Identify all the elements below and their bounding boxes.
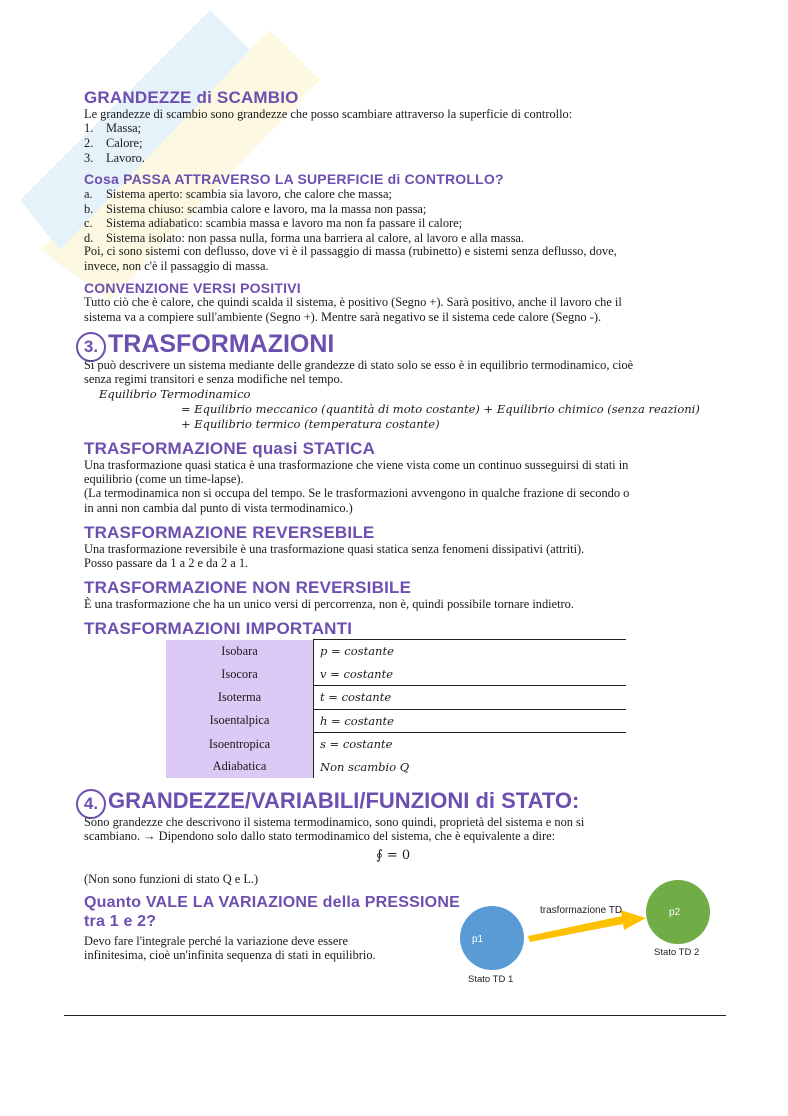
- paragraph: Tutto ciò che è calore, che quindi scalda il sistema, è positivo (Segno +). Sarà positivo, anche il lavoro che il: [84, 295, 622, 309]
- equation-line: + Equilibrio termico (temperatura costante): [181, 417, 440, 431]
- list-item: 1. Massa;: [84, 121, 142, 135]
- state-1-circle: [460, 906, 524, 970]
- table-row: [166, 756, 626, 779]
- heading-superficie-controllo: Cosa PASSA ATTRAVERSO LA SUPERFICIE di CONTROLLO?: [84, 171, 504, 187]
- arrow-label: trasformazione TD: [540, 905, 623, 916]
- paragraph: senza regimi transitori e senza modifiche nel tempo.: [84, 372, 343, 386]
- paragraph: invece, non c'è il passaggio di massa.: [84, 259, 269, 273]
- state-1-caption: Stato TD 1: [468, 974, 514, 985]
- equation-line: = Equilibrio meccanico (quantità di moto costante) + Equilibrio chimico (senza reazioni): [181, 402, 700, 416]
- list-item: 2. Calore;: [84, 136, 143, 150]
- table-cell-name: Adiabatica: [166, 756, 314, 779]
- section-number-3: 3.: [76, 332, 106, 362]
- table-cell-value: t = costante: [314, 686, 627, 710]
- paragraph: (Non sono funzioni di stato Q e L.): [84, 872, 259, 886]
- list-item: b. Sistema chiuso: scambia calore e lavoro, ma la massa non passa;: [84, 202, 427, 216]
- table-cell-value: Non scambio Q: [314, 756, 627, 779]
- heading-grandezze-stato: GRANDEZZE/VARIABILI/FUNZIONI di STATO:: [108, 788, 580, 813]
- table-cell-value: s = costante: [314, 733, 627, 756]
- table-cell-value: p = costante: [314, 640, 627, 663]
- list-item: d. Sistema isolato: non passa nulla, forma una barriera al calore, al lavoro e alla massa.: [84, 231, 525, 245]
- table-cell-value: h = costante: [314, 709, 627, 733]
- heading-convenzione: CONVENZIONE VERSI POSITIVI: [84, 280, 301, 296]
- paragraph: infinitesima, cioè un'infinita sequenza di stati in equilibrio.: [84, 948, 376, 962]
- paragraph: Posso passare da 1 a 2 e da 2 a 1.: [84, 556, 249, 570]
- table-cell-value: v = costante: [314, 663, 627, 686]
- state-2-caption: Stato TD 2: [654, 947, 700, 958]
- heading-variazione-pressione: Quanto VALE LA VARIAZIONE della PRESSIONE: [84, 894, 460, 911]
- paragraph: in anni non cambia dal punto di vista termodinamico.): [84, 501, 353, 515]
- table-cell-name: Isoentalpica: [166, 709, 314, 733]
- state-2-label: p2: [669, 907, 681, 918]
- table-cell-name: Isoentropica: [166, 733, 314, 756]
- paragraph: scambiano. → Dipendono solo dallo stato termodinamico del sistema, che è equivalente a dire:: [84, 829, 556, 843]
- paragraph: Poi, ci sono sistemi con deflusso, dove vi è il passaggio di massa (rubinetto) e sistemi senza deflusso, dove,: [84, 244, 617, 258]
- paragraph: Una trasformazione quasi statica è una trasformazione che viene vista come un continuo susseguirsi di stati in: [84, 458, 629, 472]
- list-item: c. Sistema adiabatico: scambia massa e lavoro ma non fa passare il calore;: [84, 216, 463, 230]
- heading-variazione-pressione-2: tra 1 e 2?: [84, 913, 157, 930]
- state-diagram: [450, 878, 730, 988]
- equation-label: Equilibrio Termodinamico: [99, 387, 251, 401]
- paragraph: Le grandezze di scambio sono grandezze che posso scambiare attraverso la superficie di controllo:: [84, 107, 573, 121]
- heading-quasi-statica: TRASFORMAZIONE quasi STATICA: [84, 439, 376, 458]
- heading-grandezze-scambio: GRANDEZZE di SCAMBIO: [84, 88, 299, 107]
- paragraph: È una trasformazione che ha un unico versi di percorrenza, non è, quindi possibile tornare indietro.: [84, 597, 574, 611]
- transformations-table: [166, 639, 626, 778]
- paragraph: Sono grandezze che descrivono il sistema termodinamico, sono quindi, proprietà del sistema e non si: [84, 815, 585, 829]
- table-row: [166, 640, 626, 663]
- paragraph: Devo fare l'integrale perché la variazione deve essere: [84, 934, 349, 948]
- heading-reversibile: TRASFORMAZIONE REVERSEBILE: [84, 523, 375, 542]
- heading-trasformazioni-importanti: TRASFORMAZIONI IMPORTANTI: [84, 619, 353, 638]
- state-1-label: p1: [472, 934, 484, 945]
- closed-integral-formula: ∮ = 0: [376, 848, 411, 863]
- paragraph: sistema va a compiere sull'ambiente (Segno +). Mentre sarà negativo se il sistema cede calore (Segno -).: [84, 310, 602, 324]
- table-row: [166, 709, 626, 733]
- table-row: [166, 733, 626, 756]
- footer-rule: [64, 1015, 726, 1016]
- paragraph: Una trasformazione reversibile è una trasformazione quasi statica senza fenomeni dissipativi (attriti).: [84, 542, 585, 556]
- section-number-4: 4.: [76, 789, 106, 819]
- list-item: a. Sistema aperto: scambia sia lavoro, che calore che massa;: [84, 187, 392, 201]
- heading-trasformazioni: TRASFORMAZIONI: [108, 330, 335, 358]
- paragraph: Si può descrivere un sistema mediante delle grandezze di stato solo se esso è in equilibrio termodinamico, cioè: [84, 358, 634, 372]
- paragraph: (La termodinamica non si occupa del tempo. Se le trasformazioni avvengono in qualche frazione di secondo o: [84, 486, 630, 500]
- table-row: [166, 663, 626, 686]
- paragraph: equilibrio (come un time-lapse).: [84, 472, 244, 486]
- list-item: 3. Lavoro.: [84, 151, 145, 165]
- table-cell-name: Isobara: [166, 640, 314, 663]
- table-cell-name: Isocora: [166, 663, 314, 686]
- table-row: [166, 686, 626, 710]
- table-cell-name: Isoterma: [166, 686, 314, 710]
- heading-non-reversibile: TRASFORMAZIONE NON REVERSIBILE: [84, 578, 412, 597]
